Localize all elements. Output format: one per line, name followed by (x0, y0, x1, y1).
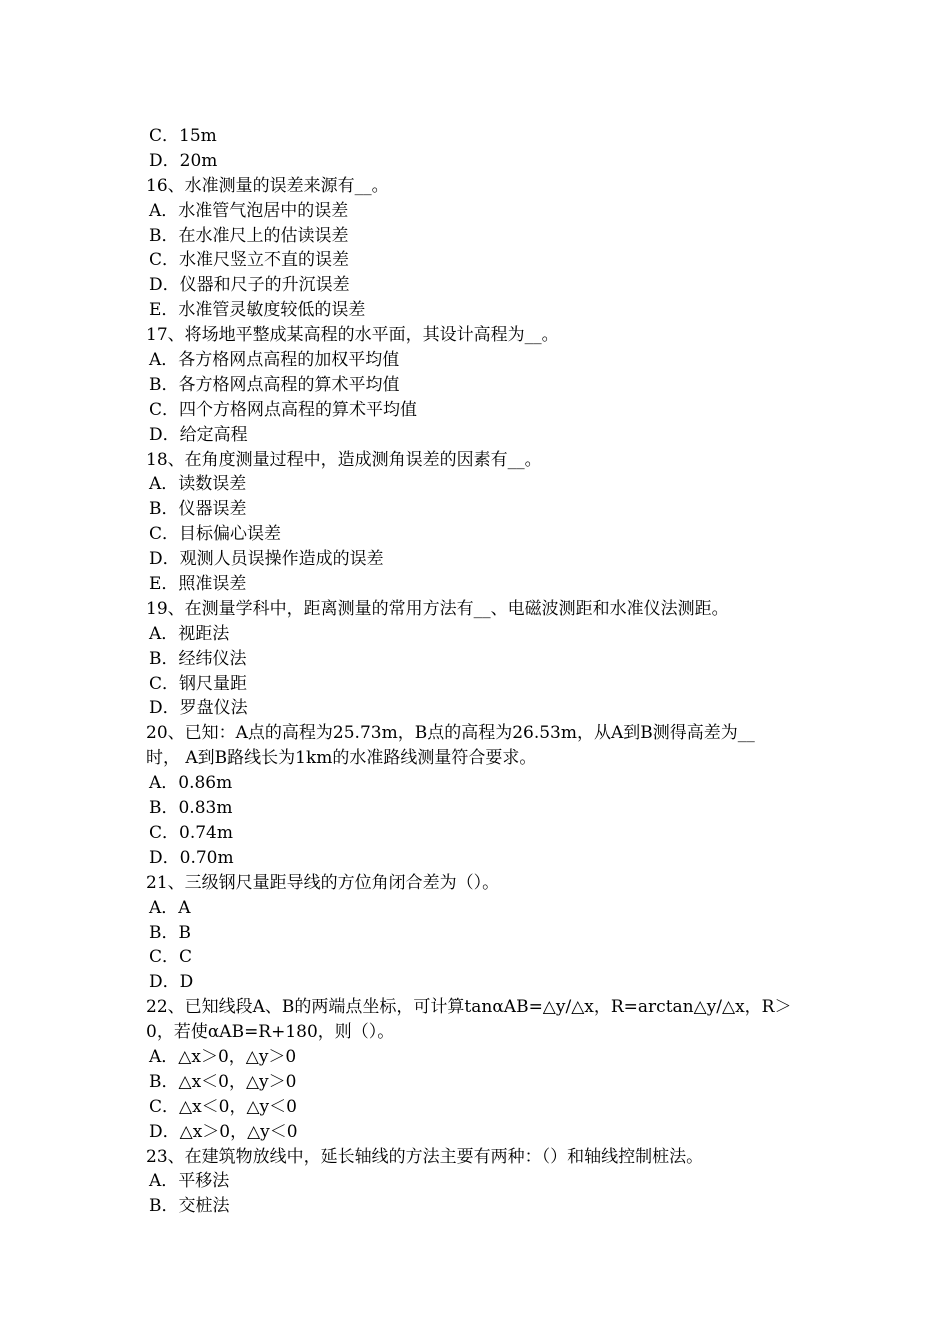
question-text: 21、三级钢尺量距导线的方位角闭合差为（）。 (146, 872, 500, 893)
answer-option: C．四个方格网点高程的算术平均值 (149, 399, 418, 420)
question-text: 17、将场地平整成某高程的水平面，其设计高程为__。 (146, 325, 559, 346)
question-text: 23、在建筑物放线中，延长轴线的方法主要有两种：（）和轴线控制桩法。 (146, 1146, 704, 1167)
question-text: 19、在测量学科中，距离测量的常用方法有__、电磁波测距和水准仪法测距。 (146, 598, 729, 619)
answer-option: D．罗盘仪法 (149, 698, 248, 719)
question-text: 22、已知线段A、B的两端点坐标，可计算tanαAB=△y/△x，R=arctan△y/△x，R＞ (146, 997, 792, 1018)
question-text: 时， A到B路线长为1km的水准路线测量符合要求。 (146, 748, 537, 769)
answer-option: C．C (149, 947, 193, 968)
question-text: 20、已知：A点的高程为25.73m，B点的高程为26.53m，从A到B测得高差为__ (146, 723, 755, 744)
answer-option: A．视距法 (149, 623, 230, 644)
answer-option: A．A (149, 897, 191, 918)
answer-option: D．仪器和尺子的升沉误差 (149, 275, 350, 296)
answer-option: C．钢尺量距 (149, 673, 248, 694)
answer-option: D．给定高程 (149, 424, 248, 445)
answer-option: B．各方格网点高程的算术平均值 (149, 374, 400, 395)
answer-option: D．D (149, 972, 194, 993)
question-list (146, 124, 810, 1219)
answer-option: C．目标偏心误差 (149, 524, 282, 545)
answer-option: C．0.74m (149, 822, 233, 843)
question-text: 16、水准测量的误差来源有__。 (146, 175, 389, 196)
answer-option: A．水准管气泡居中的误差 (149, 200, 349, 221)
answer-option: E．照准误差 (149, 574, 247, 595)
answer-option: B．仪器误差 (149, 499, 247, 520)
answer-option: A．平移法 (149, 1171, 230, 1192)
answer-option: A．各方格网点高程的加权平均值 (149, 350, 400, 371)
answer-option: A．读数误差 (149, 474, 247, 495)
answer-option: D．△x＞0，△y＜0 (149, 1121, 298, 1142)
answer-option: B．交桩法 (149, 1196, 230, 1217)
answer-option: C．水准尺竖立不直的误差 (149, 250, 350, 271)
answer-option: B．△x＜0，△y＞0 (149, 1071, 297, 1092)
answer-option: D．20m (149, 150, 218, 171)
answer-option: B．经纬仪法 (149, 648, 247, 669)
answer-option: B．B (149, 922, 191, 943)
answer-option: B．在水准尺上的估读误差 (149, 225, 349, 246)
answer-option: A．0.86m (149, 773, 233, 794)
answer-option: D．0.70m (149, 847, 234, 868)
answer-option: B．0.83m (149, 798, 233, 819)
question-text: 0，若使αAB=R+180，则（）。 (146, 1022, 395, 1043)
answer-option: A．△x＞0，△y＞0 (149, 1046, 297, 1067)
answer-option: C．15m (149, 126, 217, 146)
answer-option: C．△x＜0，△y＜0 (149, 1096, 297, 1117)
answer-option: E．水准管灵敏度较低的误差 (149, 300, 366, 321)
answer-option: D．观测人员误操作造成的误差 (149, 549, 384, 570)
question-text: 18、在角度测量过程中，造成测角误差的因素有__。 (146, 449, 542, 470)
